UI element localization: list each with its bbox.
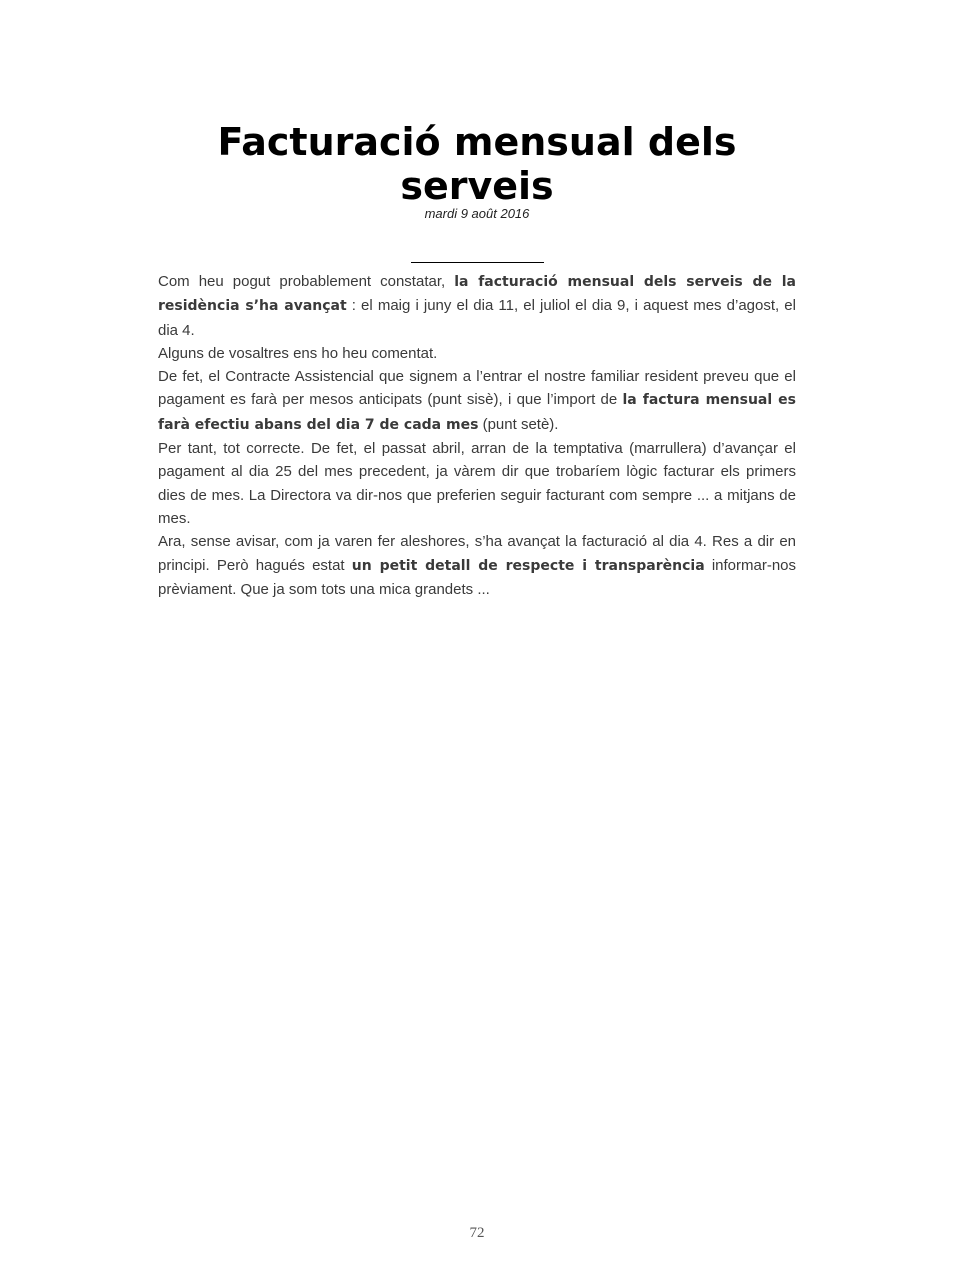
text-run: Alguns de vosaltres ens ho heu comentat. <box>158 344 438 362</box>
paragraph <box>158 437 796 530</box>
page-number: 72 <box>469 1225 485 1241</box>
text-run: Per tant, tot correcte. De fet, el passat abril, arran de la temptativa (marrullera) d’avançar el pagament al dia 25 del mes precedent, ja vàrem dir que trobaríem lògic facturar els primers dies de mes. La Directora va dir-nos que preferien seguir facturant com sempre ... a mitjans de mes. <box>158 440 796 527</box>
article-title: Facturació mensual dels serveis <box>217 120 737 208</box>
bold-text-run: la factura mensual es farà efectiu abans del dia 7 de cada mes <box>158 392 796 433</box>
article-body <box>158 270 796 601</box>
text-run: : el maig i juny el dia 11, el juliol el dia 9, i aquest mes d’agost, el dia 4. <box>158 297 796 339</box>
bold-text-run: la facturació mensual dels serveis de la residència s’ha avançat <box>158 274 797 315</box>
article-date: mardi 9 août 2016 <box>424 206 530 221</box>
paragraph <box>158 342 796 365</box>
text-run: (punt setè). <box>478 415 559 433</box>
text-run: informar-nos prèviament. Que ja som tots una mica grandets ... <box>158 556 797 598</box>
text-run: Com heu pogut probablement constatar, <box>158 273 455 290</box>
separator-rule <box>411 262 544 263</box>
text-run: De fet, el Contracte Assistencial que signem a l’entrar el nostre familiar resident preveu que el pagament es farà per mesos anticipats (punt sisè), i que l’import de <box>158 368 796 409</box>
paragraph <box>158 270 796 342</box>
text-run: Ara, sense avisar, com ja varen fer aleshores, s’ha avançat la facturació al dia 4. Res a dir en principi. Però hagués estat <box>158 533 796 574</box>
bold-text-run: un petit detall de respecte i transparència <box>351 557 705 574</box>
paragraph <box>158 365 796 437</box>
paragraph <box>158 530 796 601</box>
